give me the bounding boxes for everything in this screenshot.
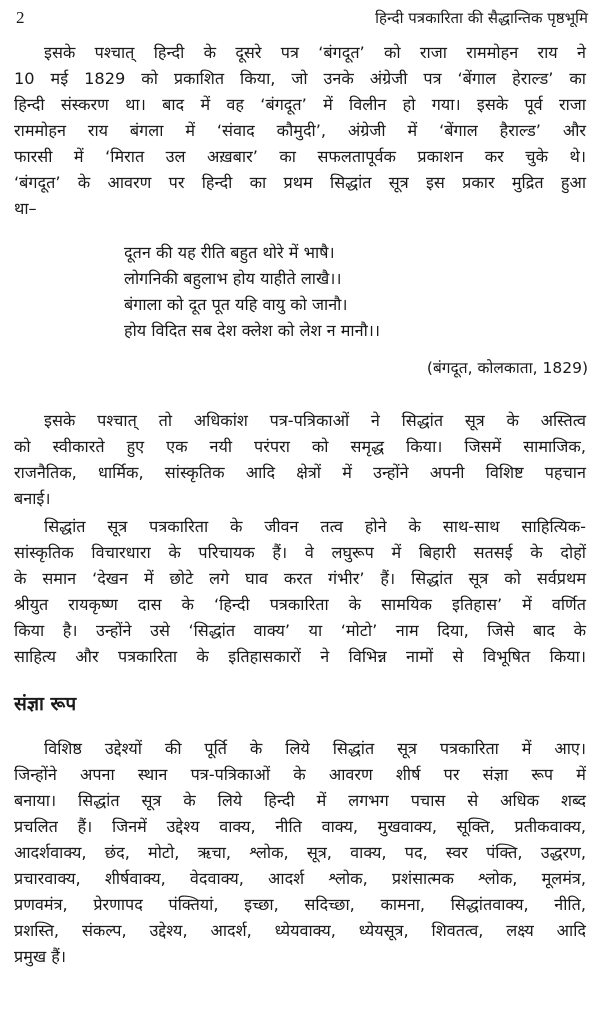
text-line: को स्वीकारते हुए एक नयी परंपरा को समृद्ध किया। जिसमें सामाजिक, xyxy=(14,437,586,456)
text-line: श्रीयुत रायकृष्ण दास के ‘हिन्दी पत्रकारिता के सामयिक इतिहास’ में वर्णित xyxy=(14,595,586,614)
page-number: 2 xyxy=(16,8,25,27)
verse-line: दूतन की यह रीति बहुत थोरे में भाषै। xyxy=(124,243,335,262)
text-line: था– xyxy=(14,199,37,218)
verse-line: होय विदित सब देश क्लेश को लेश न मानौ।। xyxy=(124,321,381,340)
verse-line: बंगाला को दूत पूत यहि वायु को जानौ। xyxy=(124,295,348,314)
text-line: आदर्शवाक्य, छंद, मोटो, ऋचा, श्लोक, सूत्र, वाक्य, पद, स्वर पंक्ति, उद्धरण, xyxy=(14,843,586,862)
text-line: प्रशस्ति, संकल्प, उद्देश्य, आदर्श, ध्येयवाक्य, ध्येयसूत्र, शिवतत्व, लक्ष्य आदि xyxy=(14,921,586,940)
text-line: के समान ‘देखन में छोटे लगे घाव करत गंभीर’ हैं। सिद्धांत सूत्र को सर्वप्रथम xyxy=(14,569,586,588)
text-line: प्रमुख हैं। xyxy=(14,947,67,966)
text-line: फारसी में ‘मिरात उल अख़बार’ का सफलतापूर्वक प्रकाशन कर चुके थे। xyxy=(14,147,586,166)
running-title: हिन्दी पत्रकारिता की सैद्धान्तिक पृष्ठभूमि xyxy=(375,9,588,27)
text-line: राजनैतिक, धार्मिक, सांस्कृतिक आदि क्षेत्रों में उन्होंने अपनी विशिष्ट पहचान xyxy=(14,463,586,482)
text-line: बनाई। xyxy=(14,489,51,508)
text-line: बनाया। सिद्धांत सूत्र के लिये हिन्दी में लगभग पचास से अधिक शब्द xyxy=(14,791,586,810)
text-line: 10 मई 1829 को प्रकाशित किया, जो उनके अंग्रेजी पत्र ‘बेंगाल हेराल्ड’ का xyxy=(14,69,586,88)
text-line: इसके पश्चात् हिन्दी के दूसरे पत्र ‘बंगदूत’ को राजा राममोहन राय ने xyxy=(44,43,586,62)
text-line: प्रणवमंत्र, प्रेरणापद पंक्तियां, इच्छा, सदिच्छा, कामना, सिद्धांतवाक्य, नीति, xyxy=(14,895,586,914)
section-heading: संज्ञा रूप xyxy=(14,693,77,715)
text-line: हिन्दी संस्करण था। बाद में वह ‘बंगदूत’ में विलीन हो गया। इसके पूर्व राजा xyxy=(14,95,586,114)
text-line: राममोहन राय बंगला में ‘संवाद कौमुदी’, अंग्रेजी में ‘बेंगाल हैराल्ड’ और xyxy=(14,121,586,140)
text-line: जिन्होंने अपना स्थान पत्र-पत्रिकाओं के आवरण शीर्ष पर संज्ञा रूप में xyxy=(14,765,586,784)
text-line: किया है। उन्होंने उसे ‘सिद्धांत वाक्य’ या ‘मोटो’ नाम दिया, जिसे बाद के xyxy=(14,621,586,640)
text-line: सांस्कृतिक विचारधारा के परिचायक हैं। वे लघुरूप में बिहारी सतसई के दोहों xyxy=(14,543,586,562)
page-header xyxy=(16,8,588,32)
verse-citation: (बंगदूत, कोलकाता, 1829) xyxy=(426,359,588,377)
text-line: प्रचारवाक्य, शीर्षवाक्य, वेदवाक्य, आदर्श श्लोक, प्रशंसात्मक श्लोक, मूलमंत्र, xyxy=(14,869,586,888)
verse-line: लोगनिकी बहुलाभ होय याहीते लाखै।। xyxy=(124,269,342,288)
text-line: प्रचलित हैं। जिनमें उद्देश्य वाक्य, नीति वाक्य, मुखवाक्य, सूक्ति, प्रतीकवाक्य, xyxy=(14,817,586,836)
text-line: इसके पश्चात् तो अधिकांश पत्र-पत्रिकाओं ने सिद्धांत सूत्र के अस्तित्व xyxy=(44,411,586,430)
text-line: ‘बंगदूत’ के आवरण पर हिन्दी का प्रथम सिद्धांत सूत्र इस प्रकार मुद्रित हुआ xyxy=(14,173,586,192)
text-line: सिद्धांत सूत्र पत्रकारिता के जीवन तत्व होने के साथ-साथ साहित्यिक- xyxy=(44,517,586,536)
text-line: विशिष्ठ उद्देश्यों की पूर्ति के लिये सिद्धांत सूत्र पत्रकारिता में आए। xyxy=(44,739,586,758)
text-line: साहित्य और पत्रकारिता के इतिहासकारों ने विभिन्न नामों से विभूषित किया। xyxy=(14,647,586,666)
